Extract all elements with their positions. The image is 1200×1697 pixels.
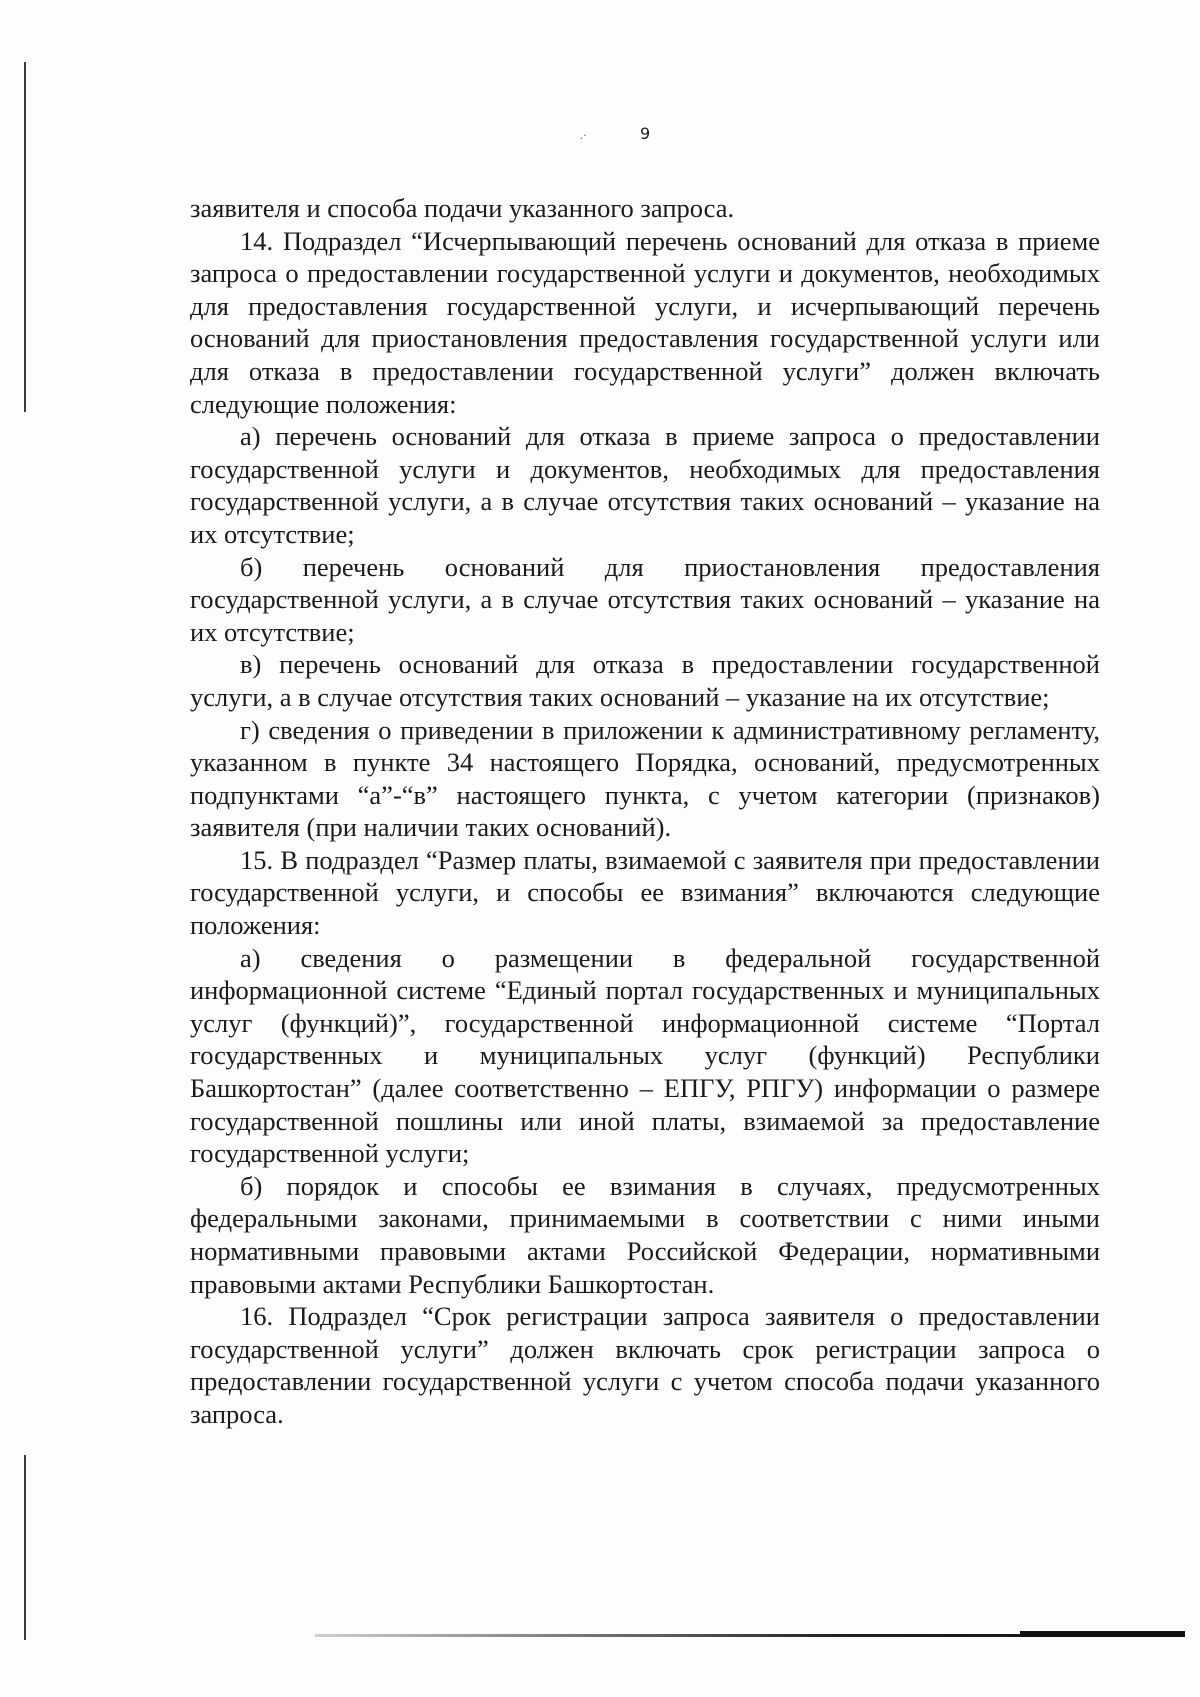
scan-speck: .·: [580, 128, 587, 142]
paragraph-15-b: б) порядок и способы ее взимания в случаях, предусмотренных федеральными законами, принимаемыми в соответствии с ними иными нормативными правовыми актами Российской Федерации, нормативными правовыми актами Республики Башкортостан.: [190, 1170, 1100, 1299]
paragraph-continuation: заявителя и способа подачи указанного запроса.: [190, 193, 735, 223]
paragraph-14: 14. Подраздел “Исчерпывающий перечень оснований для отказа в приеме запроса о предоставлении государственной услуги и документов, необходимых для предоставления государственной услуги, и исчерпывающий перечень оснований для приостановления предоставления государственной услуги или для отказа в предоставлении государственной услуги” должен включать следующие положения:: [190, 225, 1100, 419]
document-body: [190, 192, 1100, 1431]
paragraph-14-v: в) перечень оснований для отказа в предоставлении государственной услуги, а в случае отсутствия таких оснований – указание на их отсутствие;: [190, 649, 1100, 712]
paragraph-14-b: б) перечень оснований для приостановления предоставления государственной услуги, а в случае отсутствия таких оснований – указание на их отсутствие;: [190, 551, 1100, 647]
page-number: 9: [640, 124, 651, 143]
scan-edge-line: [24, 1455, 26, 1640]
scan-edge-line: [24, 62, 26, 412]
paragraph-14-a: а) перечень оснований для отказа в приеме запроса о предоставлении государственной услуги и документов, необходимых для предоставления государственной услуги, а в случае отсутствия таких оснований – указание на их отсутствие;: [190, 421, 1100, 549]
paragraph-14-g: г) сведения о приведении в приложении к административному регламенту, указанном в пункте 34 настоящего Порядка, оснований, предусмотренных подпунктами “а”-“в” настоящего пункта, с учетом категории (признаков) заявителя (при наличии таких оснований).: [190, 714, 1100, 843]
bottom-rule-thick: [1020, 1631, 1185, 1637]
paragraph-15: 15. В подраздел “Размер платы, взимаемой с заявителя при предоставлении государственной услуги, и способы ее взимания” включаются следующие положения:: [190, 844, 1100, 941]
paragraph-16: 16. Подраздел “Срок регистрации запроса заявителя о предоставлении государственной услуги” должен включать срок регистрации запроса о предоставлении государственной услуги с учетом способа подачи указанного запроса.: [190, 1301, 1100, 1429]
paragraph-15-a: а) сведения о размещении в федеральной государственной информационной системе “Единый портал государственных и муниципальных услуг (функций)”, государственной информационной системе “Портал государственных и муниципальных услуг (функций) Республики Башкортостан” (далее соответственно – ЕПГУ, РПГУ) информации о размере государственной пошлины или иной платы, взимаемой за предоставление государственной услуги;: [190, 942, 1100, 1169]
